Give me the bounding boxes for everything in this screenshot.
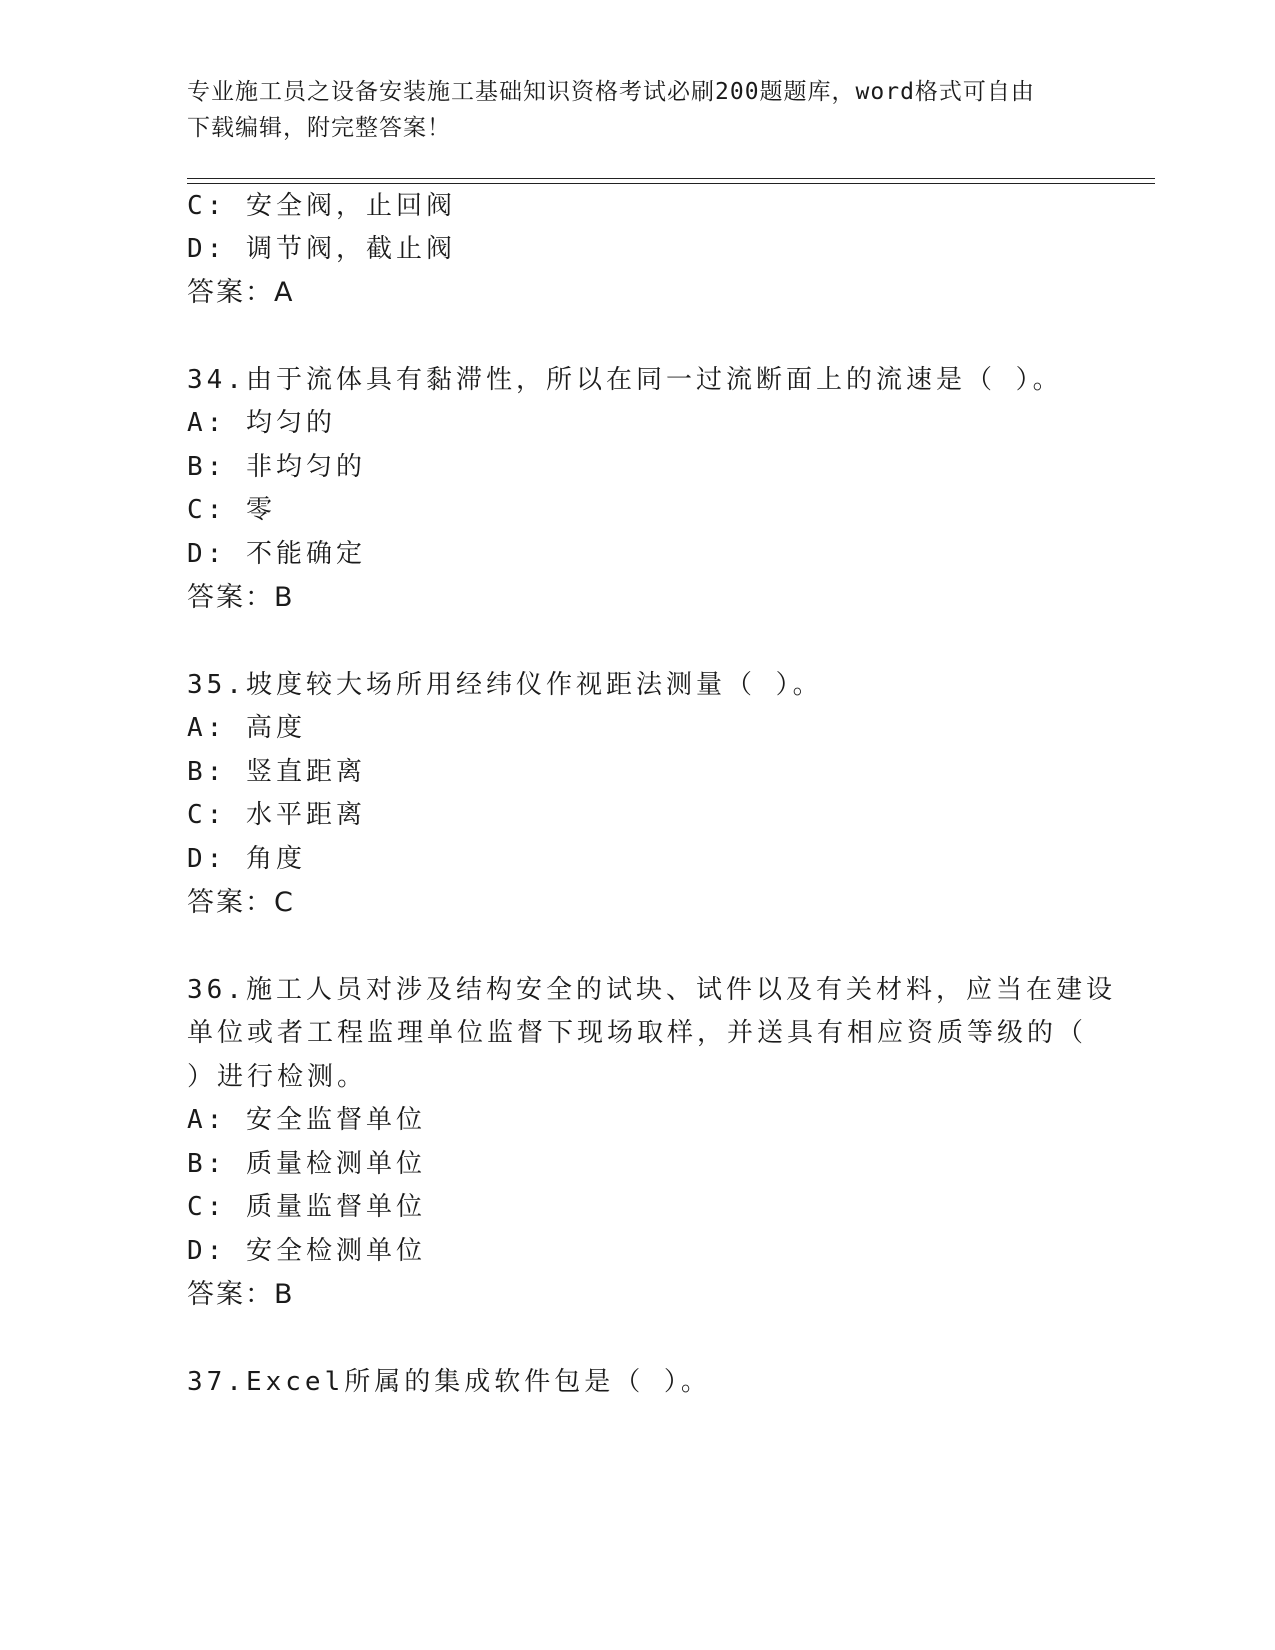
q35-answer: 答案：C xyxy=(187,887,295,918)
q35-option-b: B: 竖直距离 xyxy=(187,757,366,787)
q34-option-d: D: 不能确定 xyxy=(187,539,366,569)
q36-question-line-2: 单位或者工程监理单位监督下现场取样，并送具有相应资质等级的（ xyxy=(187,1018,1088,1048)
header-title-line-1: 专业施工员之设备安装施工基础知识资格考试必刷200题题库，word格式可自由 xyxy=(187,79,1035,105)
q35-option-d: D: 角度 xyxy=(187,844,306,874)
q36-option-d: D: 安全检测单位 xyxy=(187,1236,426,1266)
q34-option-b: B: 非均匀的 xyxy=(187,452,366,482)
q33-answer: 答案：A xyxy=(187,277,295,308)
q37-question: 37.Excel所属的集成软件包是（ ）。 xyxy=(187,1367,711,1397)
q35-option-a: A: 高度 xyxy=(187,713,306,743)
q36-option-a: A: 安全监督单位 xyxy=(187,1105,426,1135)
q36-question-line-3: ）进行检测。 xyxy=(187,1062,368,1092)
document-header xyxy=(187,74,1087,146)
q36-answer: 答案：B xyxy=(187,1279,295,1310)
q33-option-d: D: 调节阀，截止阀 xyxy=(187,234,456,264)
q35-question: 35.坡度较大场所用经纬仪作视距法测量（ ）。 xyxy=(187,670,823,700)
q33-option-c: C: 安全阀，止回阀 xyxy=(187,191,456,221)
q36-option-c: C: 质量监督单位 xyxy=(187,1192,426,1222)
q35-option-c: C: 水平距离 xyxy=(187,800,366,830)
q34-option-a: A: 均匀的 xyxy=(187,408,336,438)
q34-answer: 答案：B xyxy=(187,582,295,613)
header-title-line-2: 下载编辑，附完整答案！ xyxy=(187,115,451,141)
q34-question: 34.由于流体具有黏滞性，所以在同一过流断面上的流速是（ ）。 xyxy=(187,365,1063,395)
q36-question-line-1: 36.施工人员对涉及结构安全的试块、试件以及有关材料，应当在建设 xyxy=(187,975,1116,1005)
q34-option-c: C: 零 xyxy=(187,495,276,525)
q36-option-b: B: 质量检测单位 xyxy=(187,1149,426,1179)
header-divider-top xyxy=(187,178,1155,179)
header-divider-bottom xyxy=(187,183,1155,184)
